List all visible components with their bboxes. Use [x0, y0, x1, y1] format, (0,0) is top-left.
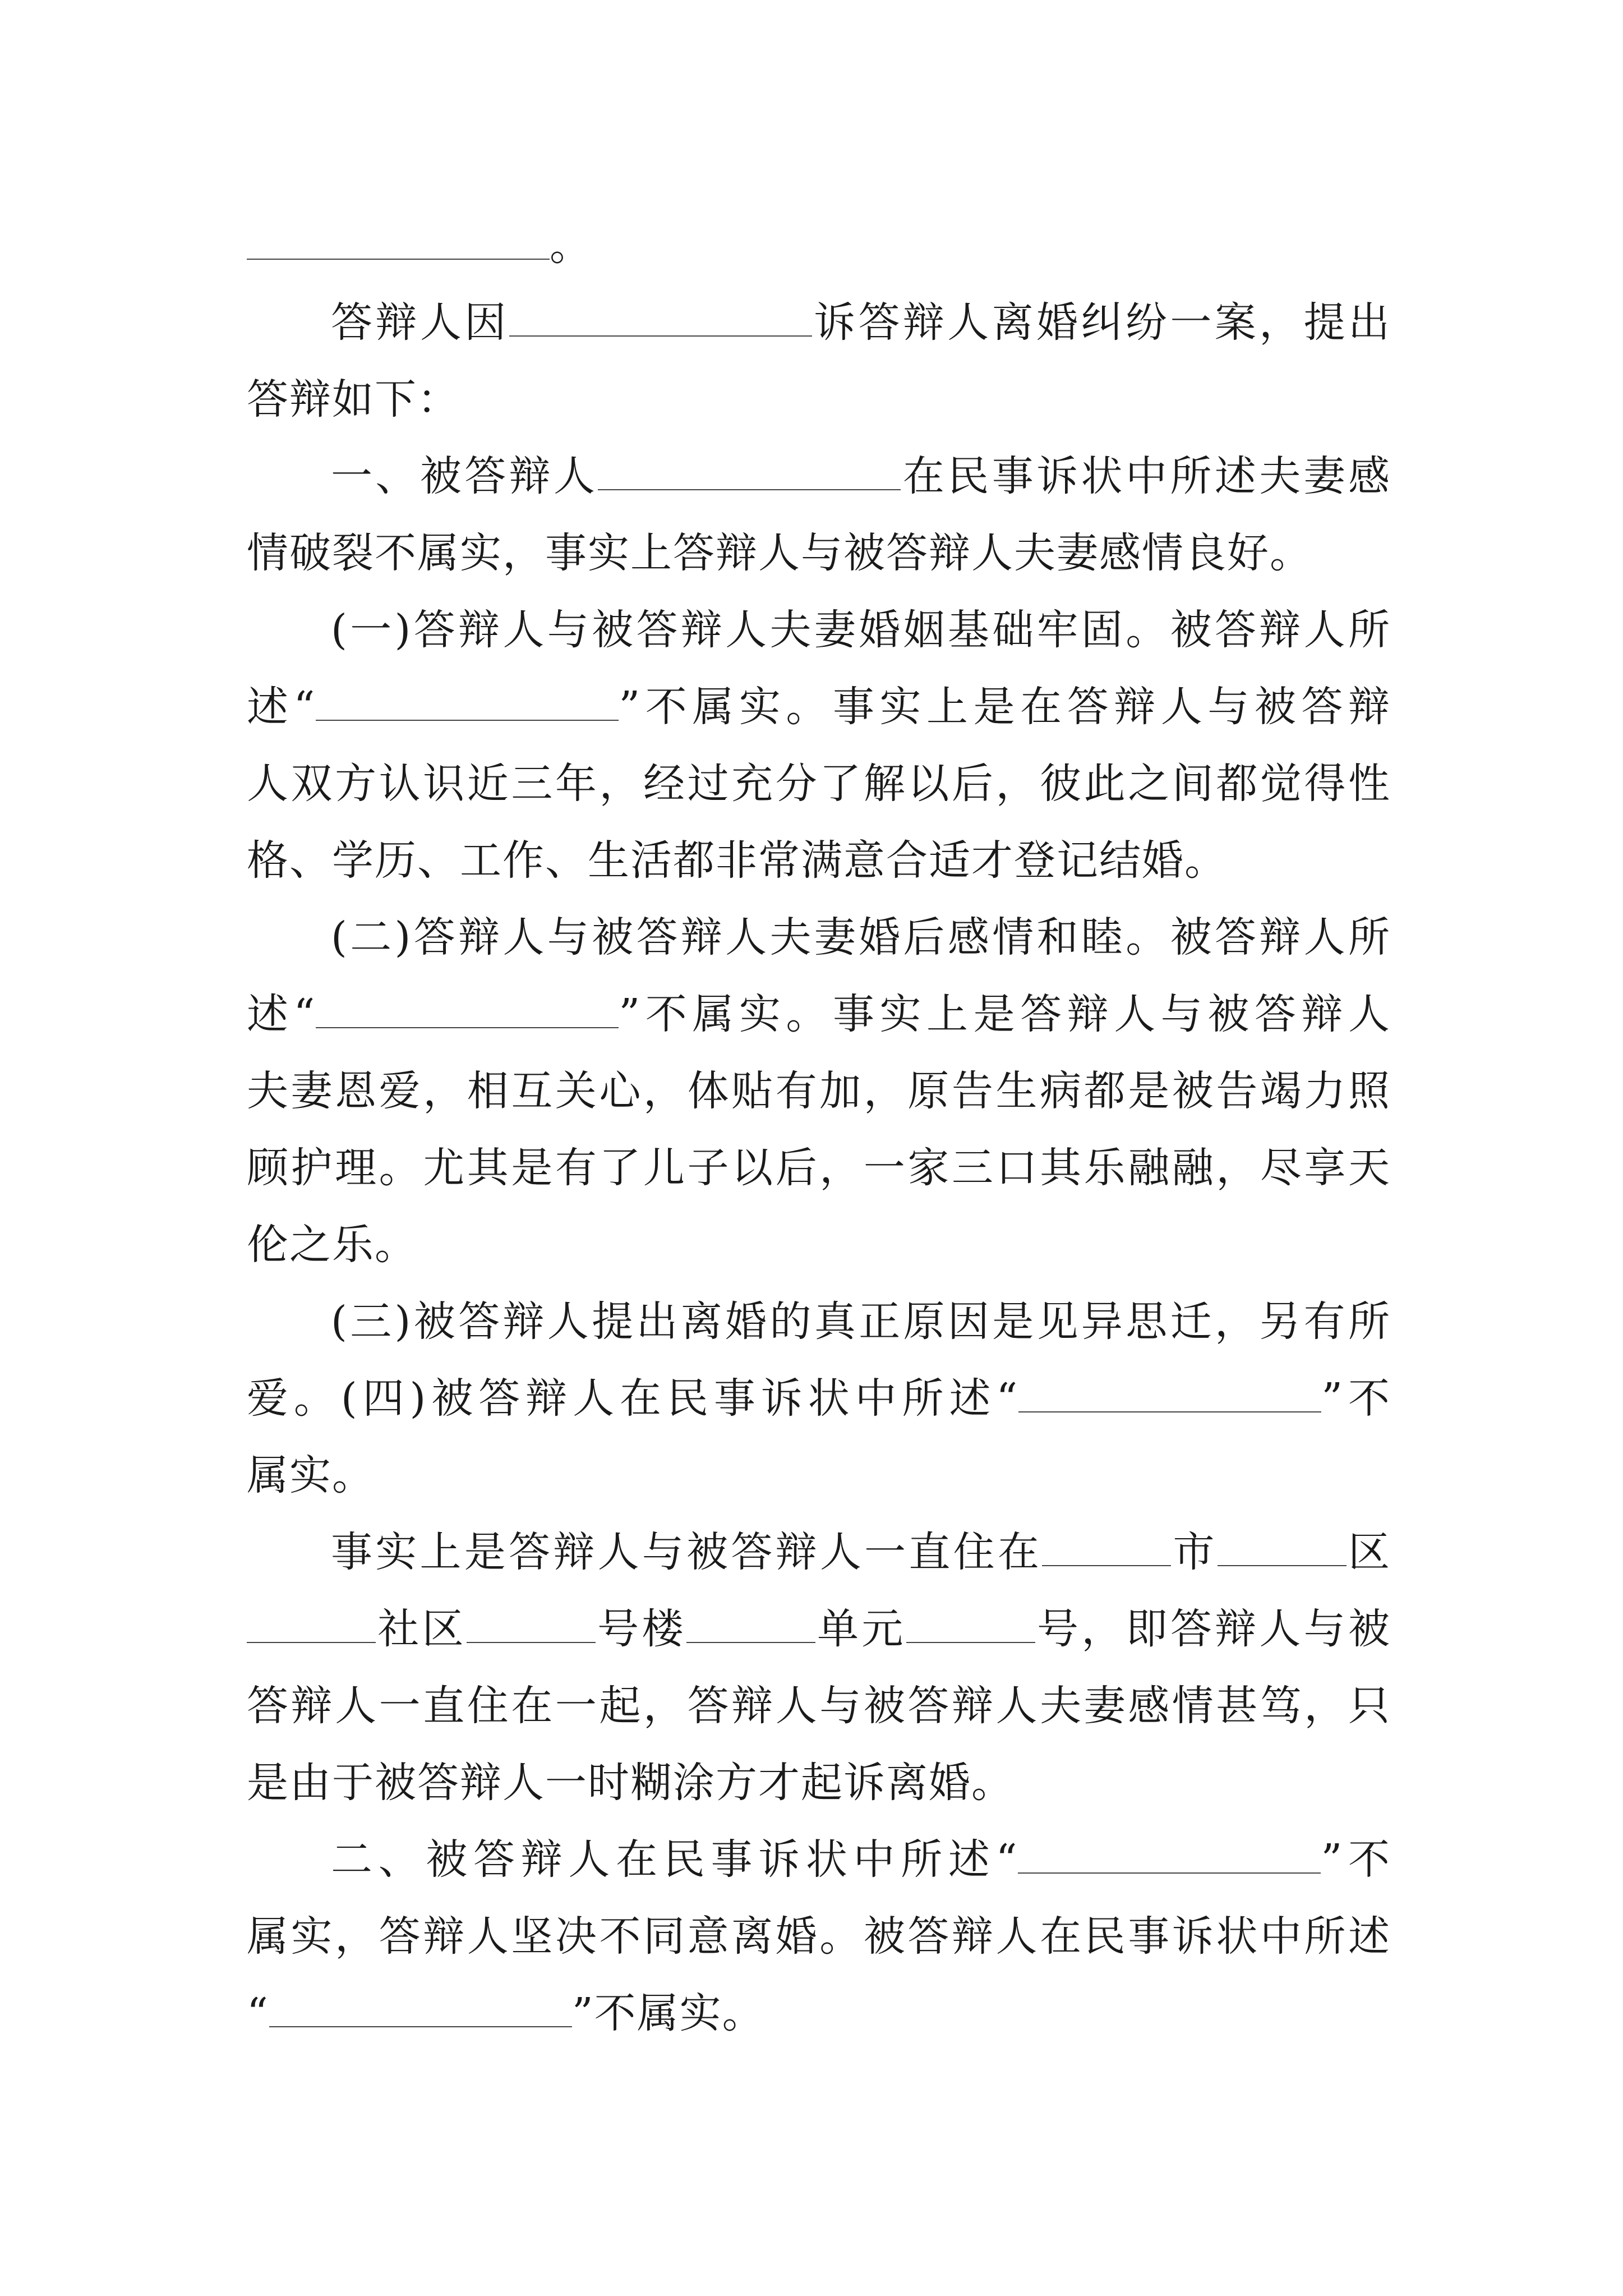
text-run: 述“: [247, 990, 316, 1038]
paragraph-2-cont: [247, 1898, 1391, 1975]
paragraph-1-3-cont: [247, 1360, 1391, 1437]
paragraph-1-cont: [247, 515, 1391, 592]
paragraph-2-cont: [247, 1975, 1391, 2052]
paragraph-1-2-cont: [247, 1207, 1391, 1283]
blank-field: [467, 1607, 596, 1643]
blank-field: [598, 454, 901, 490]
text-run: 。: [550, 222, 592, 270]
text-run: 答辩人因: [331, 298, 509, 347]
paragraph-address-cont: [247, 1668, 1391, 1745]
text-run: 属实。: [247, 1451, 375, 1499]
paragraph-address-cont: [247, 1591, 1391, 1668]
text-run: ”不属实。事实上是在答辩人与被答辩: [619, 683, 1391, 731]
text-run: ”不属实。事实上是答辩人与被答辩人: [619, 990, 1391, 1038]
document-body: [247, 208, 1391, 2052]
text-run: 夫妻恩爱，相互关心，体贴有加，原告生病都是被告竭力照: [247, 1067, 1391, 1115]
paragraph-2: [247, 1821, 1391, 1898]
blank-field: [509, 301, 812, 337]
blank-field: [686, 1607, 815, 1643]
paragraph-1-3-cont: [247, 1437, 1391, 1514]
text-run: ”不: [1321, 1374, 1391, 1423]
text-run: 区: [1346, 1528, 1391, 1576]
blank-field: [269, 1991, 572, 2027]
paragraph-1: [247, 438, 1391, 515]
paragraph-1-2-cont: [247, 976, 1391, 1053]
blank-field: [1218, 1530, 1347, 1566]
text-run: 号，即答辩人与被: [1035, 1605, 1391, 1653]
text-run: (三)被答辩人提出离婚的真正原因是见异思迁，另有所: [331, 1297, 1391, 1346]
paragraph-address-cont: [247, 1745, 1391, 1821]
text-run: 人双方认识近三年，经过充分了解以后，彼此之间都觉得性: [247, 760, 1391, 808]
paragraph-intro-cont: [247, 361, 1391, 438]
paragraph-1-1: [247, 592, 1391, 669]
paragraph-1-2: [247, 899, 1391, 976]
paragraph-1-3: [247, 1283, 1391, 1360]
blank-field: [247, 224, 550, 260]
text-run: 答辩人一直住在一起，答辩人与被答辩人夫妻感情甚笃，只: [247, 1682, 1391, 1730]
blank-field: [316, 992, 619, 1028]
text-run: 属实，答辩人坚决不同意离婚。被答辩人在民事诉状中所述: [247, 1912, 1391, 1961]
text-run: 在民事诉状中所述夫妻感: [901, 452, 1391, 500]
text-run: 事实上是答辩人与被答辩人一直住在: [331, 1528, 1043, 1576]
blank-field: [247, 1607, 376, 1643]
text-run: 格、学历、工作、生活都非常满意合适才登记结婚。: [247, 836, 1227, 885]
text-run: 单元: [815, 1605, 906, 1653]
text-run: 爱。(四)被答辩人在民事诉状中所述“: [247, 1374, 1019, 1423]
paragraph-intro: [247, 284, 1391, 361]
blank-field: [316, 685, 619, 721]
paragraph-1-1-cont: [247, 669, 1391, 746]
text-run: (一)答辩人与被答辩人夫妻婚姻基础牢固。被答辩人所: [331, 606, 1391, 654]
paragraph-1-1-cont: [247, 822, 1391, 899]
text-run: ”不: [1321, 1835, 1391, 1884]
text-run: 诉答辩人离婚纠纷一案，提出: [811, 298, 1391, 347]
paragraph-1-2-cont: [247, 1053, 1391, 1130]
paragraph-address: [247, 1514, 1391, 1591]
text-run: 二、被答辩人在民事诉状中所述“: [331, 1835, 1018, 1884]
text-run: 社区: [376, 1605, 467, 1653]
text-run: 答辩如下：: [247, 375, 460, 424]
line-1: [247, 208, 1391, 284]
text-run: ”不属实。: [571, 1989, 765, 2037]
paragraph-1-1-cont: [247, 746, 1391, 822]
blank-field: [1018, 1377, 1321, 1412]
text-run: 述“: [247, 683, 316, 731]
text-run: 是由于被答辩人一时糊涂方才起诉离婚。: [247, 1759, 1014, 1807]
blank-field: [1042, 1530, 1171, 1566]
text-run: 顾护理。尤其是有了儿子以后，一家三口其乐融融，尽享天: [247, 1144, 1391, 1192]
text-run: 号楼: [595, 1605, 686, 1653]
text-run: 市: [1171, 1528, 1218, 1576]
blank-field: [906, 1607, 1035, 1643]
paragraph-1-2-cont: [247, 1130, 1391, 1207]
text-run: 情破裂不属实，事实上答辩人与被答辩人夫妻感情良好。: [247, 529, 1312, 577]
text-run: “: [247, 1989, 269, 2037]
blank-field: [1018, 1838, 1321, 1874]
text-run: (二)答辩人与被答辩人夫妻婚后感情和睦。被答辩人所: [331, 913, 1391, 961]
text-run: 一、被答辩人: [331, 452, 598, 500]
text-run: 伦之乐。: [247, 1221, 417, 1269]
